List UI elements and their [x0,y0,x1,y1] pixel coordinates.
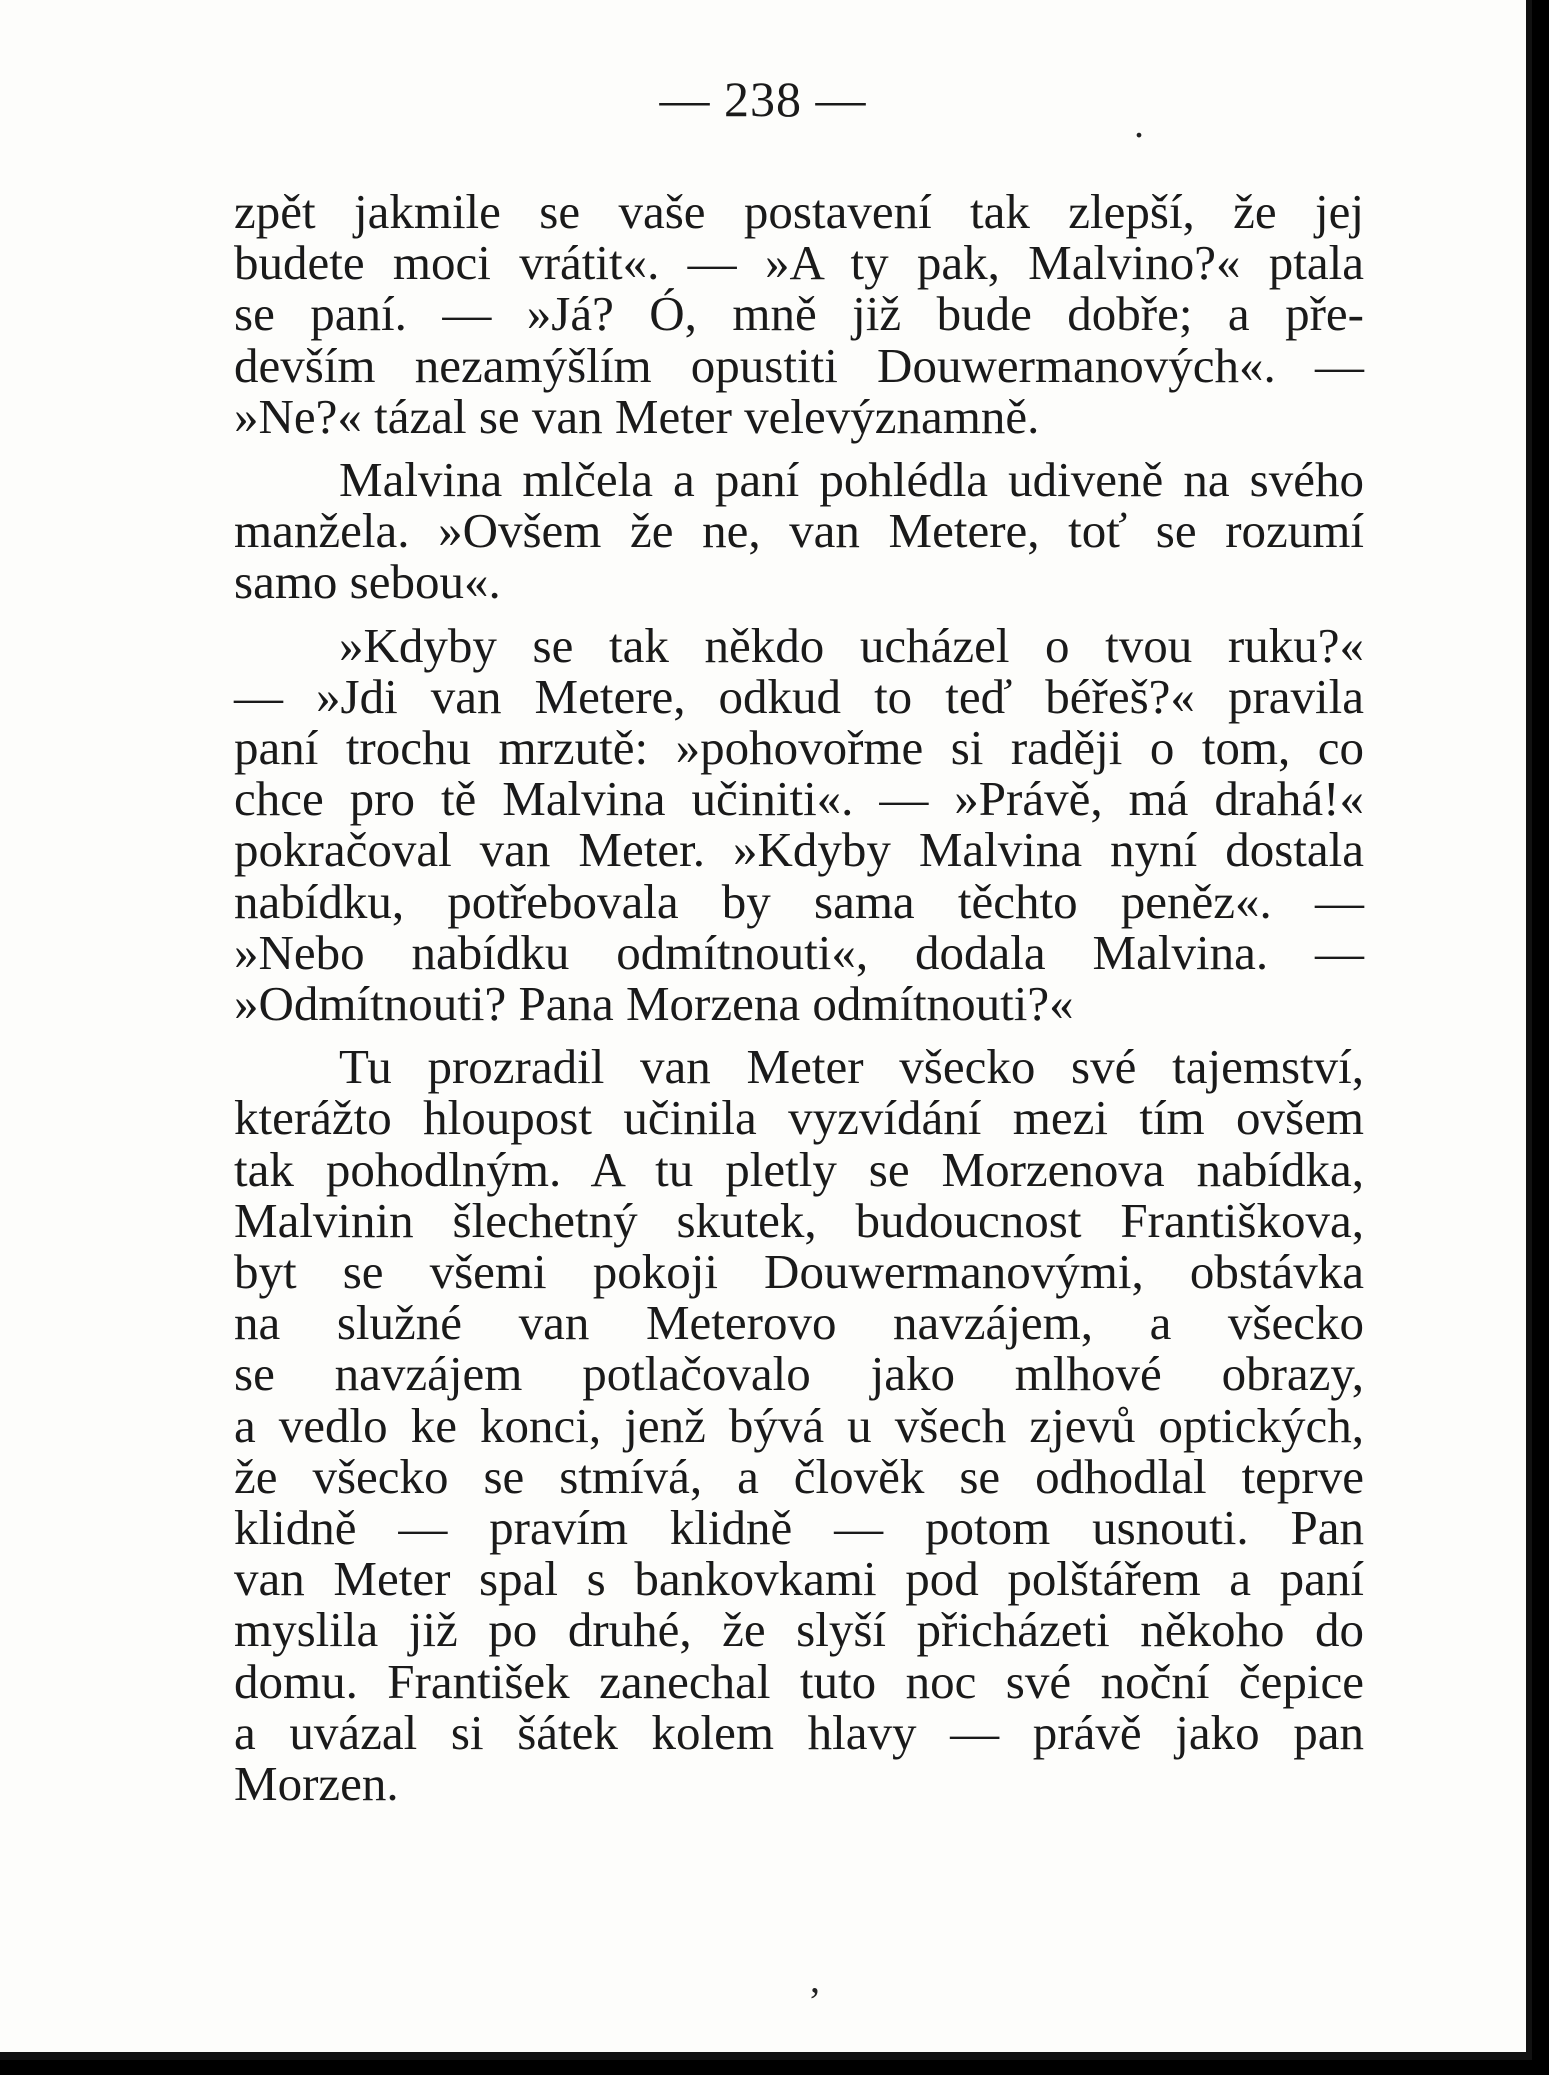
text-line: nabídku, potřebovala by sama těchto peněz«. — [234,873,1364,929]
paragraph-1 [234,186,1364,442]
text-line: a uvázal si šátek kolem hlavy — právě jako pan [234,1704,1364,1760]
text-line: klidně — pravím klidně — potom usnouti. Pan [234,1500,1364,1556]
paragraph-4 [234,1039,1364,1812]
text-line: »Kdyby se tak někdo ucházel o tvou ruku?« [339,617,1364,673]
text-line: na služné van Meterovo navzájem, a všecko [234,1295,1364,1351]
text-line: se paní. — »Já? Ó, mně již bude dobře; a pře- [234,286,1364,342]
text-line: pokračoval van Meter. »Kdyby Malvina nyní dostala [234,822,1364,878]
text-line: Malvina mlčela a paní pohlédla udiveně na svého [339,452,1364,508]
page-number: — 238 — [659,71,867,127]
text-line: manžela. »Ovšem že ne, van Metere, toť se rozumí [234,503,1364,559]
text-line: »Ne?« tázal se van Meter velevýznamně. [234,388,1040,444]
text-line: samo sebou«. [234,554,501,610]
paragraph-2 [234,454,1364,608]
text-line: Morzen. [234,1756,399,1812]
text-line: budete moci vrátit«. — »A ty pak, Malvino?« ptala [234,235,1364,291]
text-line: van Meter spal s bankovkami pod polštářem a paní [234,1551,1364,1607]
text-line: tak pohodlným. A tu pletly se Morzenova nabídka, [234,1141,1364,1197]
text-line: Malvinin šlechetný skutek, budoucnost Františkova, [234,1192,1364,1248]
text-line: »Nebo nabídku odmítnouti«, dodala Malvina. — [234,924,1364,980]
text-line: — »Jdi van Metere, odkud to teď béřeš?« pravila [234,668,1364,724]
text-line: myslila již po druhé, že slyší přicházeti někoho do [234,1602,1364,1658]
text-line: devším nezamýšlím opustiti Douwermanových«. — [234,337,1364,393]
paragraph-3 [234,617,1364,1032]
body-text [234,184,1364,1812]
text-line: a vedlo ke konci, jenž bývá u všech zjevů optických, [234,1397,1364,1453]
text-line: Tu prozradil van Meter všecko své tajemství, [339,1039,1364,1095]
text-line: zpět jakmile se vaše postavení tak zlepší, že jej [234,184,1364,239]
dust-speck: , [810,1956,820,2001]
text-line: kterážto hloupost učinila vyzvídání mezi tím ovšem [234,1090,1364,1146]
text-line: paní trochu mrzutě: »pohovořme si raději o tom, co [234,720,1364,776]
dust-speck: . [1134,101,1144,146]
text-line: se navzájem potlačovalo jako mlhové obrazy, [234,1346,1364,1402]
text-line: že všecko se stmívá, a člověk se odhodlal teprve [234,1448,1364,1504]
text-line: »Odmítnouti? Pana Morzena odmítnouti?« [234,976,1074,1032]
text-line: byt se všemi pokoji Douwermanovými, obstávka [234,1244,1364,1300]
text-line: domu. František zanechal tuto noc své noční čepice [234,1653,1364,1709]
text-line: chce pro tě Malvina učiniti«. — »Právě, má drahá!« [234,771,1364,827]
